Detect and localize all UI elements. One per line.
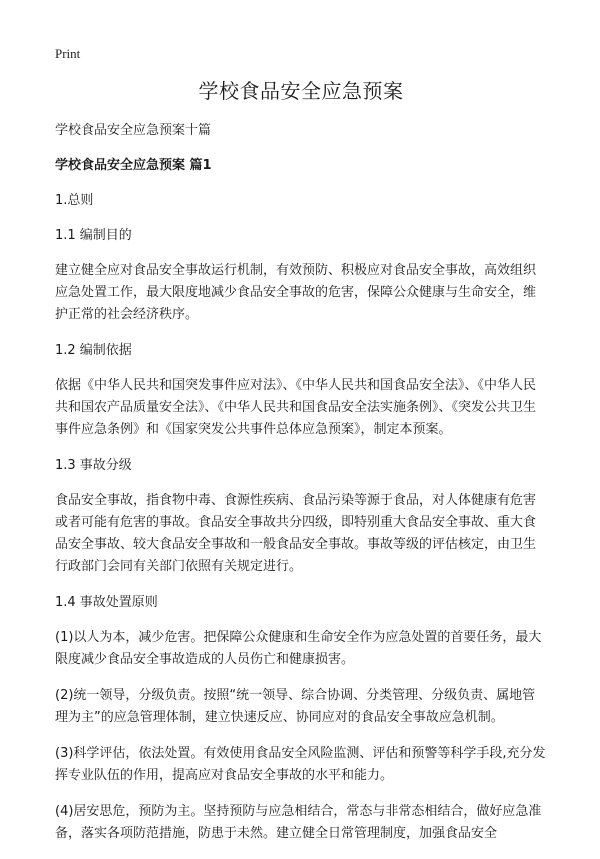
- paragraph-principle-3: (3)科学评估，依法处置。有效使用食品安全风险监测、评估和预警等科学手段,充分发挥专业队伍的作用，提高应对食品安全事故的水平和能力。: [55, 746, 546, 783]
- document-title: 学校食品安全应急预案: [198, 79, 404, 103]
- paragraph-basis: 依据《中华人民共和国突发事件应对法》、《中华人民共和国食品安全法》、《中华人民共和国农产品质量安全法》、《中华人民共和国食品安全法实施条例》、《突发公共卫生事件应急条例》和《国家突发公共事件总体应急预案》，制定本预案。: [55, 378, 537, 437]
- heading-principles: 1.4 事故处置原则: [55, 595, 158, 610]
- print-link[interactable]: Print: [55, 46, 81, 61]
- heading-classification: 1.3 事故分级: [55, 458, 132, 473]
- paragraph-purpose: 建立健全应对食品安全事故运行机制，有效预防、积极应对食品安全事故，高效组织应急处置工作，最大限度地减少食品安全事故的危害，保障公众健康与生命安全，维护正常的社会经济秩序。: [55, 263, 537, 322]
- heading-basis: 1.2 编制依据: [55, 343, 132, 358]
- paragraph-classification: 食品安全事故，指食物中毒、食源性疾病、食品污染等源于食品，对人体健康有危害或者可能有危害的事故。食品安全事故共分四级，即特别重大食品安全事故、重大食品安全事故、较大食品安全事故和一般食品安全事故。事故等级的评估核定，由卫生行政部门会同有关部门依照有关规定进行。: [55, 493, 537, 574]
- section-title: 学校食品安全应急预案 篇1: [55, 158, 212, 173]
- paragraph-principle-4: (4)居安思危，预防为主。坚持预防与应急相结合，常态与非常态相结合，做好应急准备，落实各项防范措施，防患于未然。建立健全日常管理制度，加强食品安全: [55, 804, 542, 841]
- heading-general: 1.总则: [55, 193, 94, 208]
- document-body: [55, 76, 547, 859]
- heading-purpose: 1.1 编制目的: [55, 228, 132, 243]
- paragraph-principle-1: (1)以人为本，减少危害。把保障公众健康和生命安全作为应急处置的首要任务，最大限度减少食品安全事故造成的人员伤亡和健康损害。: [55, 630, 542, 667]
- paragraph-principle-2: (2)统一领导，分级负责。按照“统一领导、综合协调、分类管理、分级负责、属地管理为主”的应急管理体制，建立快速反应、协同应对的食品安全事故应急机制。: [55, 688, 536, 725]
- document-subtitle: 学校食品安全应急预案十篇: [55, 123, 212, 138]
